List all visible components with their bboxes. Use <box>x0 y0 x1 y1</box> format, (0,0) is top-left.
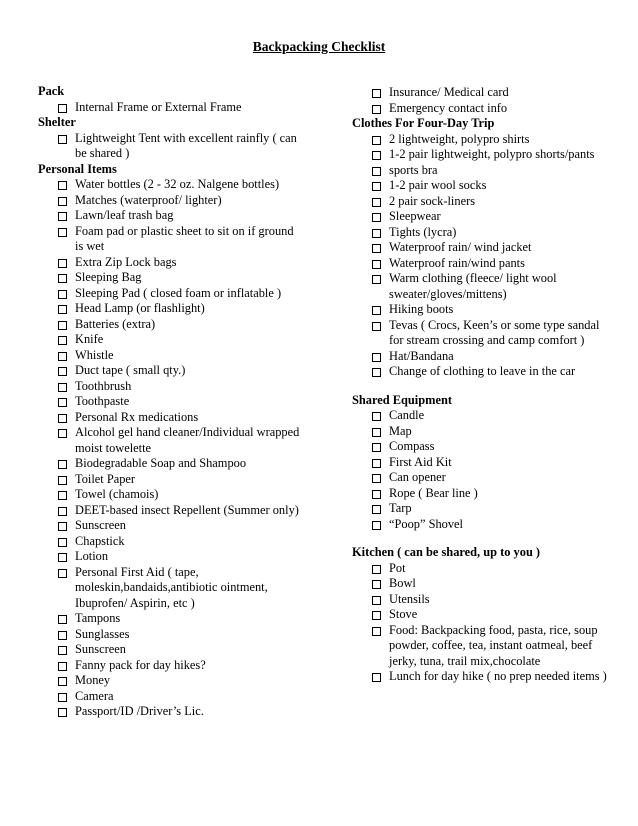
checklist-item[interactable]: Sunscreen <box>38 642 300 658</box>
checklist-item[interactable]: Money <box>38 673 300 689</box>
checklist-item[interactable]: Batteries (extra) <box>38 317 300 333</box>
checklist-clothes-for-four-day-trip <box>352 132 614 380</box>
checklist-item[interactable]: Foam pad or plastic sheet to sit on if ground is wet <box>38 224 300 255</box>
checklist-item[interactable]: Personal Rx medications <box>38 410 300 426</box>
checklist-item[interactable]: Lotion <box>38 549 300 565</box>
checklist-item[interactable]: Emergency contact info <box>352 101 614 117</box>
checklist-item[interactable]: Fanny pack for day hikes? <box>38 658 300 674</box>
checklist-item[interactable]: Change of clothing to leave in the car <box>352 364 614 380</box>
checklist-item[interactable]: Waterproof rain/wind pants <box>352 256 614 272</box>
checklist-item[interactable]: Insurance/ Medical card <box>352 85 614 101</box>
checklist-item[interactable]: sports bra <box>352 163 614 179</box>
checklist-item[interactable]: “Poop” Shovel <box>352 517 614 533</box>
checklist-pack <box>38 100 300 116</box>
checklist-item[interactable]: Sleeping Bag <box>38 270 300 286</box>
checklist-item[interactable]: Hat/Bandana <box>352 349 614 365</box>
checklist-item[interactable]: Towel (chamois) <box>38 487 300 503</box>
checklist-item[interactable]: 2 lightweight, polypro shirts <box>352 132 614 148</box>
checklist-item[interactable]: Pot <box>352 561 614 577</box>
checklist-item[interactable]: Internal Frame or External Frame <box>38 100 300 116</box>
checklist-kitchen-can-be-shared-up-to-you <box>352 561 614 685</box>
checklist-item[interactable]: DEET-based insect Repellent (Summer only) <box>38 503 300 519</box>
checklist-item[interactable]: Whistle <box>38 348 300 364</box>
checklist-item[interactable]: Toilet Paper <box>38 472 300 488</box>
section-heading-pack: Pack <box>38 84 65 98</box>
checklist-item[interactable]: Alcohol gel hand cleaner/Individual wrapped moist towelette <box>38 425 300 456</box>
checklist-item[interactable]: Sleeping Pad ( closed foam or inflatable ) <box>38 286 300 302</box>
checklist-item[interactable]: Lightweight Tent with excellent rainfly ( can be shared ) <box>38 131 300 162</box>
checklist-item[interactable]: Chapstick <box>38 534 300 550</box>
checklist-item[interactable]: First Aid Kit <box>352 455 614 471</box>
section-heading-personal-items: Personal Items <box>38 161 117 176</box>
checklist-item[interactable]: Bowl <box>352 576 614 592</box>
checklist-item[interactable]: Sunglasses <box>38 627 300 643</box>
checklist-item[interactable]: Extra Zip Lock bags <box>38 255 300 271</box>
left-column <box>38 84 300 720</box>
checklist-item[interactable]: Lawn/leaf trash bag <box>38 208 300 224</box>
checklist-item[interactable]: Tights (lycra) <box>352 225 614 241</box>
page-title: Backpacking Checklist <box>252 39 386 54</box>
checklist-item[interactable]: Sleepwear <box>352 209 614 225</box>
checklist-item[interactable]: Tarp <box>352 501 614 517</box>
checklist-shelter <box>38 131 300 162</box>
checklist-item[interactable]: Personal First Aid ( tape, moleskin,bandaids,antibiotic ointment, Ibuprofen/ Aspirin, etc ) <box>38 565 300 612</box>
section-heading-clothes-for-four-day-trip: Clothes For Four-Day Trip <box>352 116 495 130</box>
checklist-item[interactable]: Head Lamp (or flashlight) <box>38 301 300 317</box>
checklist-item[interactable]: Knife <box>38 332 300 348</box>
checklist-item[interactable]: Map <box>352 424 614 440</box>
checklist-item[interactable]: Duct tape ( small qty.) <box>38 363 300 379</box>
checklist-items <box>352 85 614 116</box>
checklist-item[interactable]: 2 pair sock-liners <box>352 194 614 210</box>
section-heading-kitchen-can-be-shared-up-to-you: Kitchen ( can be shared, up to you ) <box>352 545 541 559</box>
checklist-item[interactable]: Waterproof rain/ wind jacket <box>352 240 614 256</box>
checklist-item[interactable]: Candle <box>352 408 614 424</box>
checklist-item[interactable]: Tevas ( Crocs, Keen’s or some type sandal for stream crossing and camp comfort ) <box>352 318 614 349</box>
checklist-item[interactable]: Water bottles (2 - 32 oz. Nalgene bottles) <box>38 177 300 193</box>
section-heading-shared-equipment: Shared Equipment <box>352 392 452 407</box>
checklist-item[interactable]: Hiking boots <box>352 302 614 318</box>
checklist-item[interactable]: Can opener <box>352 470 614 486</box>
checklist-item[interactable]: Rope ( Bear line ) <box>352 486 614 502</box>
checklist-item[interactable]: 1-2 pair wool socks <box>352 178 614 194</box>
checklist-item[interactable]: Lunch for day hike ( no prep needed items ) <box>352 669 614 685</box>
checklist-item[interactable]: Food: Backpacking food, pasta, rice, soup powder, coffee, tea, instant oatmeal, beef jerky, tuna, trail mix,chocolate <box>352 623 614 670</box>
checklist-item[interactable]: Warm clothing (fleece/ light wool sweater/gloves/mittens) <box>352 271 614 302</box>
checklist-item[interactable]: Passport/ID /Driver’s Lic. <box>38 704 300 720</box>
checklist-item[interactable]: Biodegradable Soap and Shampoo <box>38 456 300 472</box>
checklist-item[interactable]: Matches (waterproof/ lighter) <box>38 193 300 209</box>
checklist-item[interactable]: Tampons <box>38 611 300 627</box>
checklist-shared-equipment <box>352 408 614 532</box>
checklist-item[interactable]: Toothpaste <box>38 394 300 410</box>
right-column <box>352 85 614 685</box>
checklist-item[interactable]: Toothbrush <box>38 379 300 395</box>
checklist-item[interactable]: Compass <box>352 439 614 455</box>
checklist-item[interactable]: Sunscreen <box>38 518 300 534</box>
checklist-personal-items <box>38 177 300 720</box>
checklist-item[interactable]: 1-2 pair lightweight, polypro shorts/pants <box>352 147 614 163</box>
checklist-item[interactable]: Utensils <box>352 592 614 608</box>
checklist-item[interactable]: Camera <box>38 689 300 705</box>
checklist-item[interactable]: Stove <box>352 607 614 623</box>
section-heading-shelter: Shelter <box>38 115 76 129</box>
